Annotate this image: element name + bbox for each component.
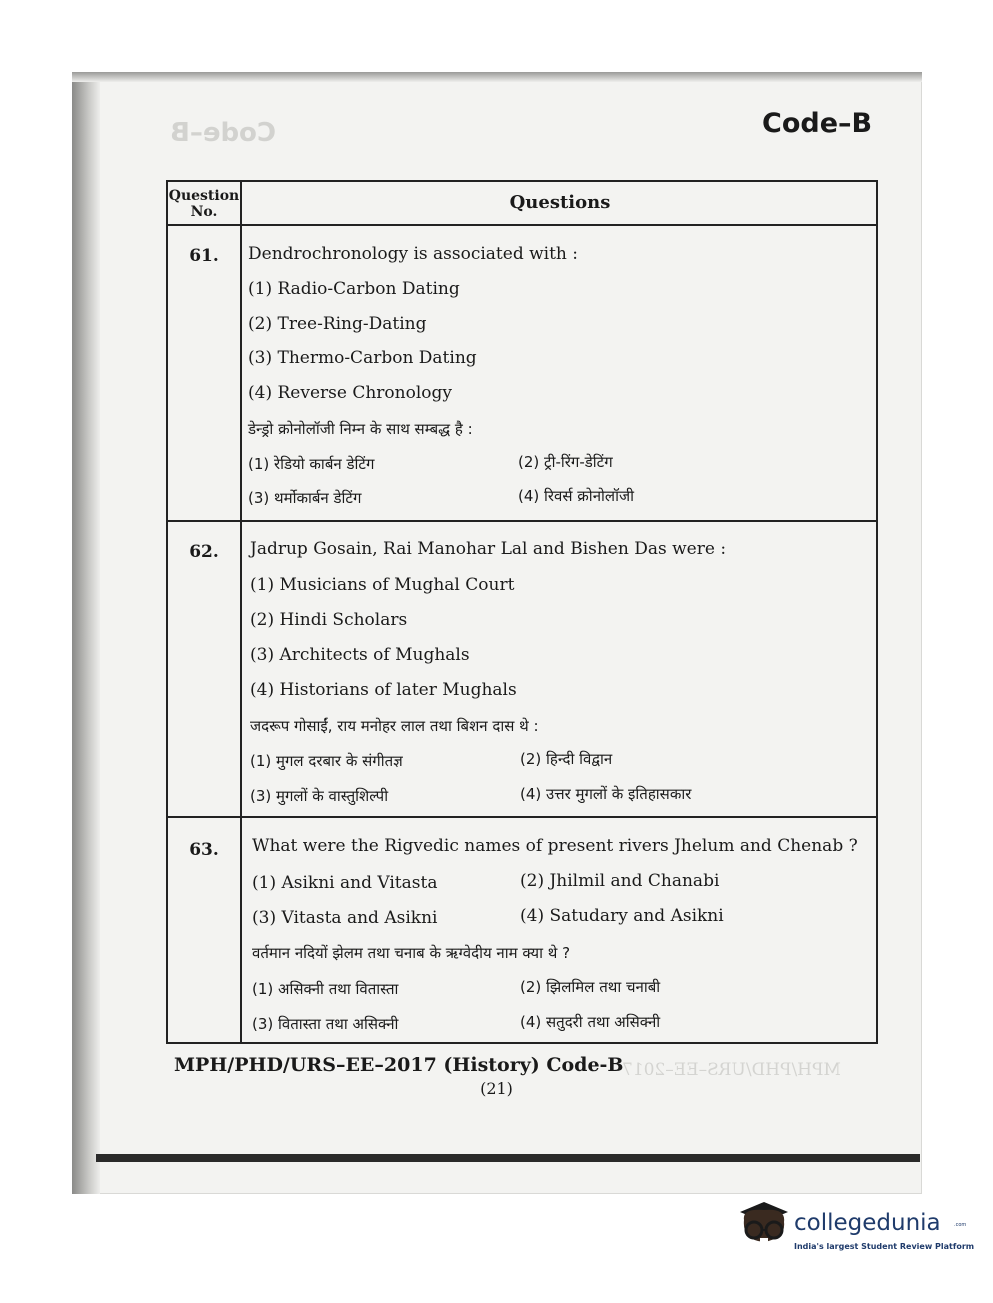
hindi-option: (3) वितास्ता तथा असिक्नी (252, 1015, 399, 1033)
option: (4) Historians of later Mughals (250, 680, 517, 700)
question-text: Dendrochronology is associated with : (248, 244, 579, 264)
question-number: 62. (189, 542, 219, 562)
option: (2) Hindi Scholars (250, 610, 408, 630)
option: (1) Asikni and Vitasta (252, 873, 438, 893)
collegedunia-watermark (734, 1196, 975, 1266)
hindi-option: (3) मुगलों के वास्तुशिल्पी (250, 787, 389, 805)
header-question-no: Question No. (168, 188, 240, 220)
hindi-option: (2) ट्री-रिंग-डेटिंग (518, 453, 613, 471)
option: (3) Architects of Mughals (250, 645, 470, 665)
scan-top-shadow (72, 72, 922, 82)
bottom-rule (96, 1154, 920, 1162)
exam-code-footer: MPH/PHD/URS–EE–2017 (History) Code-B (174, 1054, 624, 1076)
hindi-option: (1) रेडियो कार्बन डेटिंग (248, 455, 375, 473)
hindi-option: (2) हिन्दी विद्वान (520, 750, 613, 768)
page-number: (21) (480, 1079, 513, 1098)
scan-binding-shadow (72, 72, 100, 1194)
option: (1) Musicians of Mughal Court (250, 575, 515, 595)
question-table (166, 180, 878, 1044)
hindi-option: (1) असिक्नी तथा वितास्ता (252, 980, 399, 998)
header-questions: Questions (509, 192, 611, 213)
hindi-question-text: डेन्ड्रो क्रोनोलॉजी निम्न के साथ सम्बद्ध है : (248, 420, 473, 438)
brand-name: collegedunia (794, 1210, 941, 1236)
graduate-mascot-icon (734, 1198, 792, 1260)
header-divider (168, 224, 876, 226)
brand-suffix: .com (954, 1222, 967, 1228)
brand-tagline: India's largest Student Review Platform (794, 1242, 975, 1251)
question-number: 63. (189, 840, 219, 860)
option: (3) Vitasta and Asikni (252, 908, 438, 928)
code-label: Code–B (762, 108, 873, 139)
hindi-question-text: जदरूप गोसाईं, राय मनोहर लाल तथा बिशन दास थे : (250, 717, 539, 735)
row-divider (168, 520, 876, 522)
hindi-option: (4) रिवर्स क्रोनोलॉजी (518, 487, 634, 505)
bleed-through-footer: MPH/PHD/URS–EE–2017 (622, 1060, 841, 1080)
option: (2) Jhilmil and Chanabi (520, 871, 720, 891)
hindi-question-text: वर्तमान नदियों झेलम तथा चनाब के ऋग्वेदीय नाम क्या थे ? (252, 944, 571, 962)
hindi-option: (1) मुगल दरबार के संगीतज्ञ (250, 752, 403, 770)
bleed-through-code: Code–B (170, 118, 277, 148)
row-divider (168, 816, 876, 818)
hindi-option: (4) सतुदरी तथा असिक्नी (520, 1013, 661, 1031)
question-text: What were the Rigvedic names of present rivers Jhelum and Chenab ? (252, 836, 858, 856)
option: (4) Satudary and Asikni (520, 906, 724, 926)
option: (2) Tree-Ring-Dating (248, 314, 427, 334)
column-divider (240, 182, 242, 1042)
option: (3) Thermo-Carbon Dating (248, 348, 477, 368)
question-number: 61. (189, 246, 219, 266)
question-text: Jadrup Gosain, Rai Manohar Lal and Bishen Das were : (250, 539, 727, 559)
hindi-option: (4) उत्तर मुगलों के इतिहासकार (520, 785, 692, 803)
option: (1) Radio-Carbon Dating (248, 279, 460, 299)
hindi-option: (3) थर्मोकार्बन डेटिंग (248, 489, 362, 507)
option: (4) Reverse Chronology (248, 383, 452, 403)
hindi-option: (2) झिलमिल तथा चनाबी (520, 978, 661, 996)
